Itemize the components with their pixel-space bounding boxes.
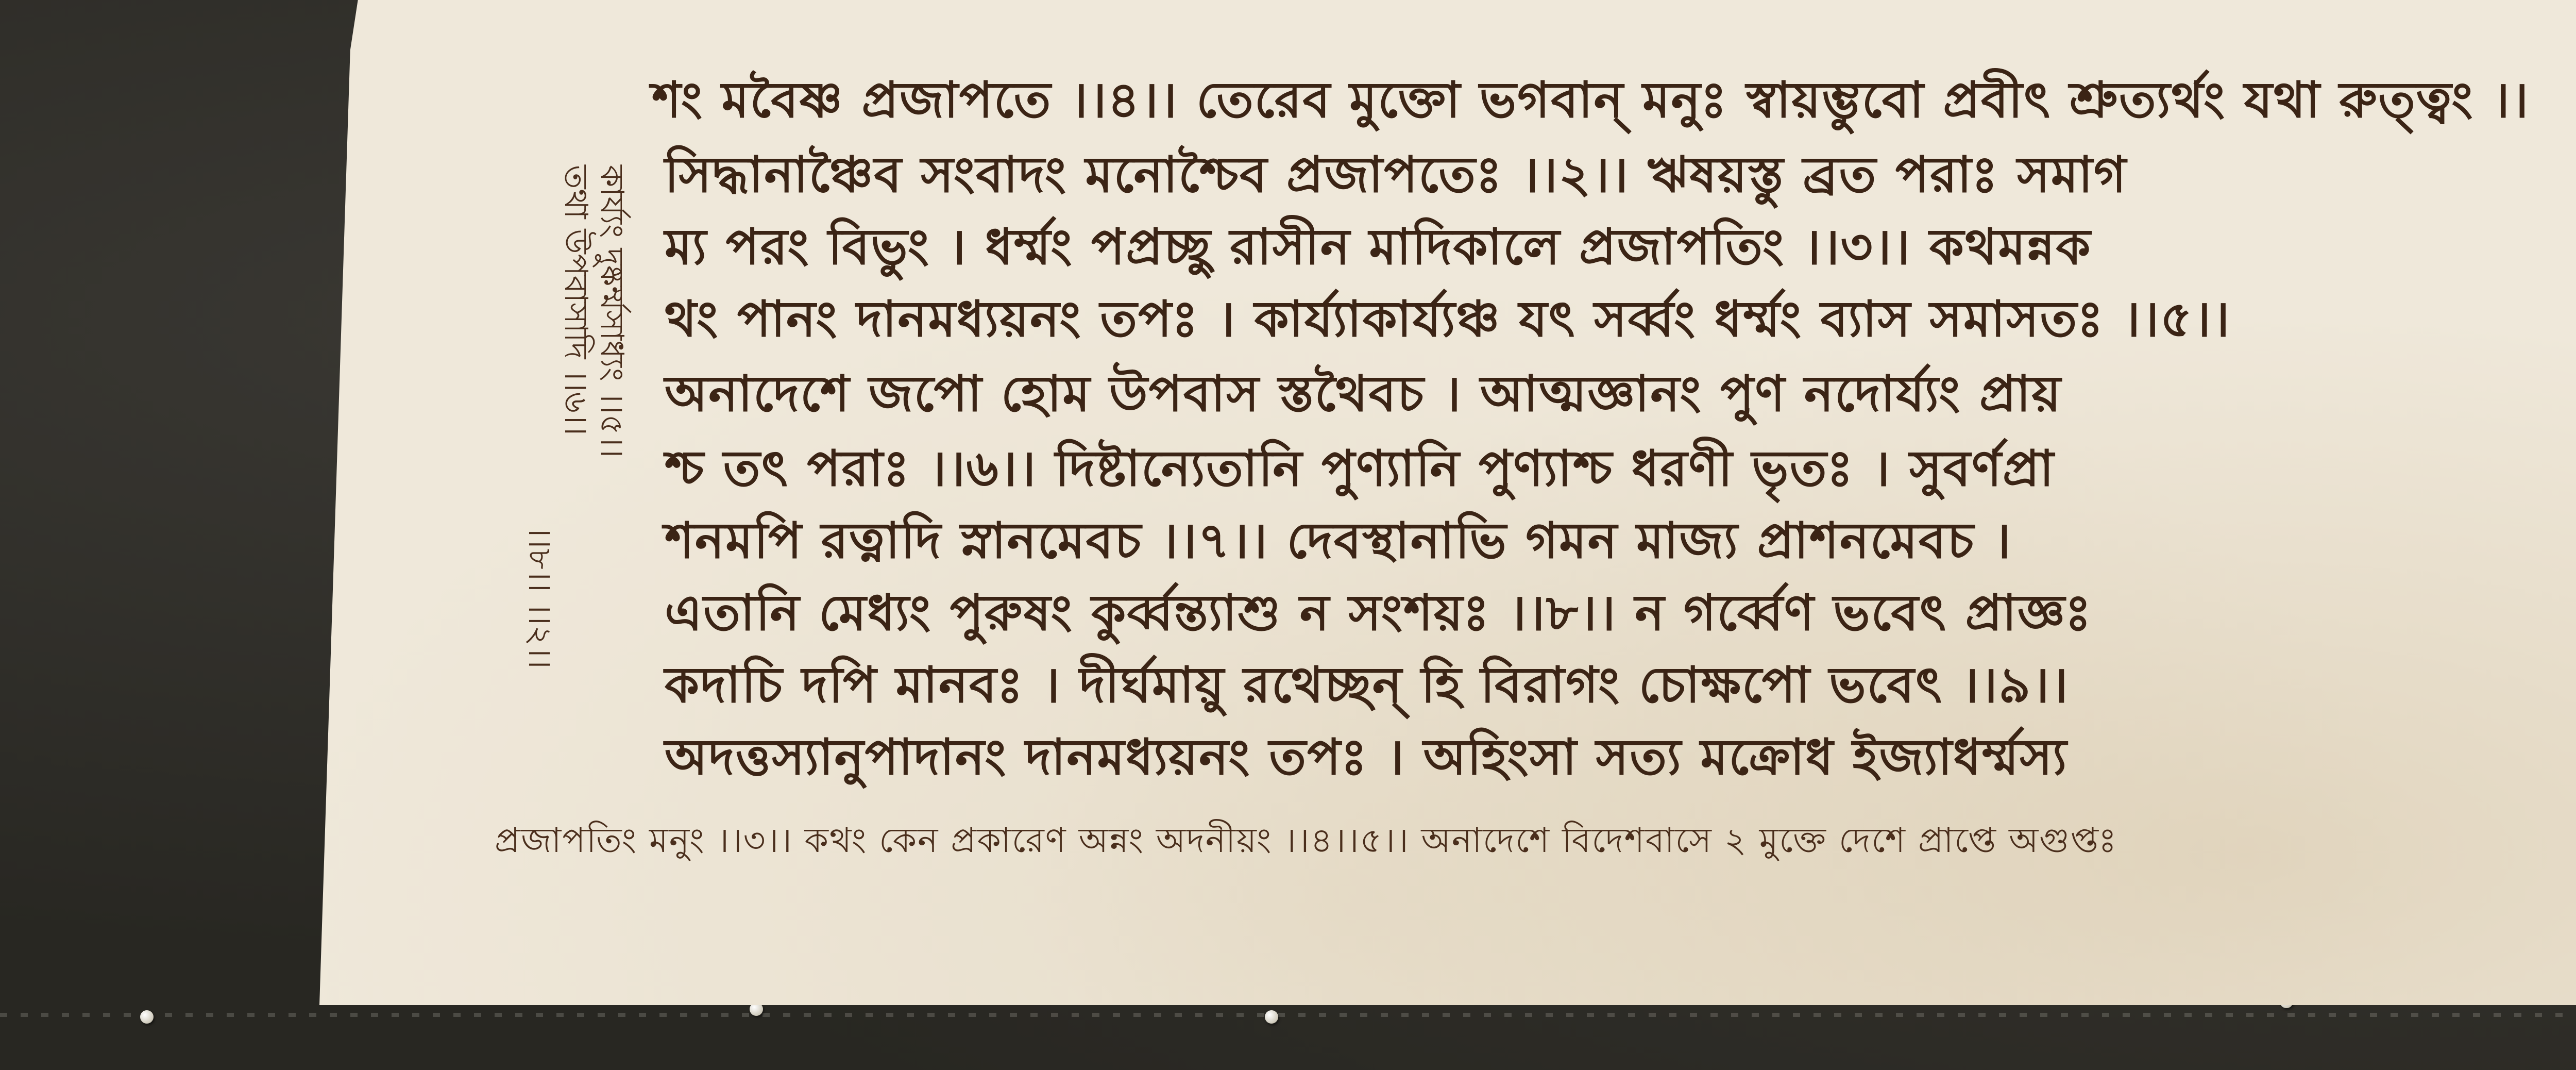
manuscript-line-3: ম্য পরং বিভুং । ধর্ম্মং পপ্রচ্ছু রাসীন মাদিকালে প্রজাপতিং ।।৩।। কথমন্নক xyxy=(665,218,2092,276)
manuscript-line-8: এতানি মেধ্যং পুরুষং কুর্ব্বন্ত্যাশু ন সংশয়ঃ ।।৮।। ন গর্ব্বেণ ভবেৎ প্রাজ্ঞঃ xyxy=(665,584,2093,642)
manuscript-line-10: অদত্তস্যানুপাদানং দানমধ্যয়নং তপঃ । অহিংসা সত্য মক্রোধ ইজ্যাধর্ম্মস্য xyxy=(665,728,2068,786)
left-margin-gloss xyxy=(521,165,636,670)
pin-marker xyxy=(140,1010,154,1024)
manuscript-line-2: সিদ্ধানাঞ্চৈব সংবাদং মনোশ্চৈব প্রজাপতেঃ ।।২।। ঋষয়স্তু ব্রত পরাঃ সমাগ xyxy=(665,146,2127,204)
left-gloss-col-2: তথা উপবাসাদি ।।৬।। xyxy=(557,165,595,436)
manuscript-line-7: শনমপি রত্নাদি স্নানমেবচ ।।৭।। দেবস্থানাভি গমন মাজ্য প্রাশনমেবচ । xyxy=(665,512,2012,570)
manuscript-line-1: শং মবৈষ্ণ প্রজাপতে ।।৪।। তেরেব মুক্তো ভগবান্ মনুঃ স্বায়ম্ভুবো প্রবীৎ শ্রুত্যর্থং যথা রুত্ত্বং ।। xyxy=(652,71,2530,129)
manuscript-line-6: শ্চ তৎ পরাঃ ।।৬।। দিষ্টান্যেতানি পুণ্যানি পুণ্যাশ্চ ধরণী ভৃতঃ । সুবর্ণপ্রা xyxy=(665,440,2055,497)
backdrop-thread xyxy=(0,1013,2576,1017)
manuscript-line-9: কদাচি দপি মানবঃ । দীর্ঘমায়ু রথেচ্ছন্ হি বিরাগং চোক্ষপো ভবেৎ ।।৯।। xyxy=(665,656,2070,714)
left-gloss-col-1: কার্য্যং দুষ্কর্ম্মসাধ্যং ।।৫।। xyxy=(594,165,631,458)
footer-gloss: প্রজাপতিং মনুং ।।৩।। কথং কেন প্রকারেণ অন্নং অদনীয়ং ।।৪।।৫।। অনাদেশে বিদেশবাসে ২ মুক্তে দেশে প্রাপ্তে অগুপ্তঃ xyxy=(495,821,2118,860)
left-gloss-col-3: ।।৮।। ।।২।। xyxy=(521,526,559,669)
manuscript-line-4: থং পানং দানমধ্যয়নং তপঃ । কার্য্যাকার্য্যঞ্চ যৎ সর্ব্বং ধর্ম্মং ব্যাস সমাসতঃ ।।৫।। xyxy=(665,290,2231,348)
manuscript-line-5: অনাদেশে জপো হোম উপবাস স্তথৈবচ । আত্মজ্ঞানং পুণ নদোর্য্যং প্রায় xyxy=(665,365,2062,423)
pin-marker xyxy=(1265,1010,1278,1024)
